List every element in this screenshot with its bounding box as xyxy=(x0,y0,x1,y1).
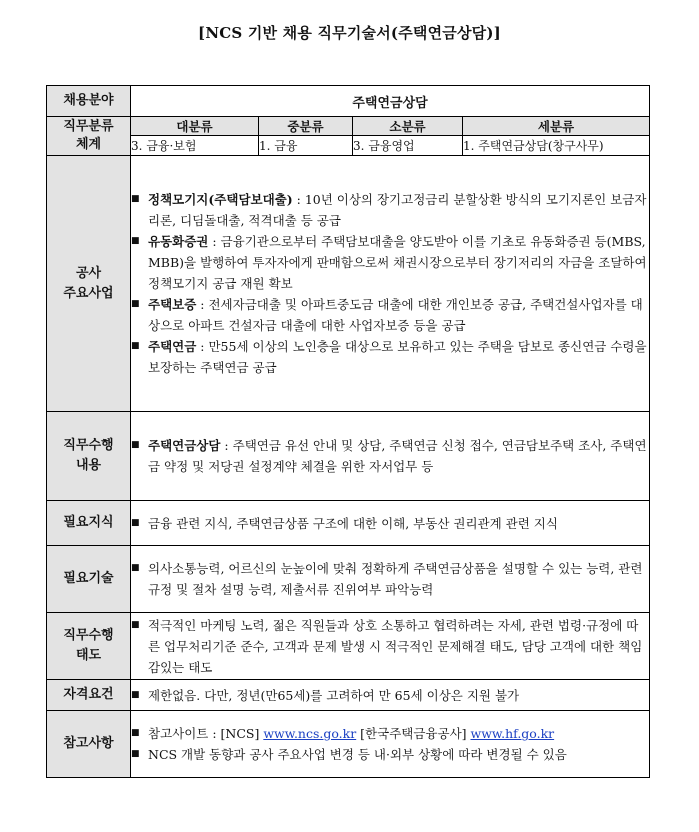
attitude-content xyxy=(131,613,650,680)
duties-label xyxy=(47,412,131,501)
attitude-item: ■ 적극적인 마케팅 노력, 젊은 직원들과 상호 소통하고 협력하려는 자세, 관련 법령·규정에 따른 업무처리기준 준수, 고객과 문제 발생 시 적극적인 문제해결 태도, 담당 고객에 대한 책임감있는 태도 xyxy=(131,615,649,678)
qualification-label: 자격요건 xyxy=(47,680,131,711)
row-field xyxy=(47,86,650,117)
row-references xyxy=(47,711,650,778)
business-label-line1: 공사 xyxy=(75,265,102,281)
header-middle: 중분류 xyxy=(259,117,353,136)
separator: : xyxy=(196,297,209,312)
references-label: 참고사항 xyxy=(47,711,131,778)
value-minor: 3. 금융영업 xyxy=(353,136,463,156)
business-item-text: 전세자금대출 및 아파트중도금 대출에 대한 개인보증 공급, 주택건설사업자를 대상으로 아파트 건설자금 대출에 대한 사업자보증 등을 공급 xyxy=(148,297,643,333)
row-attitude xyxy=(47,613,650,680)
knowledge-item: ■ 금융 관련 지식, 주택연금상품 구조에 대한 이해, 부동산 권리관계 관련 지식 xyxy=(131,513,649,534)
classification-label-line1: 직무분류 xyxy=(63,119,114,134)
business-item-text: 금융기관으로부터 주택담보대출을 양도받아 이를 기초로 유동화증권 등(MBS, MBB)을 발행하여 투자자에게 판매함으로써 채권시장으로부터 장기저리의 자금을 조달하여 정책모기지 공급 재원 확보 xyxy=(148,234,647,291)
skills-label: 필요기술 xyxy=(47,546,131,613)
duties-text: 주택연금 유선 안내 및 상담, 주택연금 신청 접수, 연금담보주택 조사, 주택연금 약정 및 저당권 설정계약 체결을 위한 자서업무 등 xyxy=(148,438,647,474)
field-label: 채용분야 xyxy=(47,86,131,117)
hf-prefix: [한국주택금융공사] xyxy=(356,726,471,741)
business-item xyxy=(131,336,649,378)
field-value: 주택연금상담 xyxy=(131,86,650,117)
business-item-key: 주택보증 xyxy=(148,297,197,312)
value-major: 3. 금융·보험 xyxy=(131,136,259,156)
skills-content xyxy=(131,546,650,613)
attitude-label xyxy=(47,613,131,680)
row-qualification xyxy=(47,680,650,711)
attitude-label-line2: 태도 xyxy=(75,648,102,663)
business-item xyxy=(131,294,649,336)
duties-content xyxy=(131,412,650,501)
business-item-key: 주택연금 xyxy=(148,339,197,354)
qualification-content xyxy=(131,680,650,711)
business-item xyxy=(131,189,649,231)
business-label xyxy=(47,156,131,412)
business-item-key: 유동화증권 xyxy=(148,234,209,249)
reference-sites-prefix: 참고사이트 : [NCS] xyxy=(148,726,264,741)
ncs-link[interactable]: www.ncs.go.kr xyxy=(263,726,357,741)
separator: : xyxy=(208,234,221,249)
row-business xyxy=(47,156,650,412)
duties-item xyxy=(131,435,649,477)
header-detail: 세분류 xyxy=(463,117,650,136)
references-content xyxy=(131,711,650,778)
knowledge-content xyxy=(131,501,650,546)
row-knowledge xyxy=(47,501,650,546)
duties-key: 주택연금상담 xyxy=(148,438,221,453)
business-content xyxy=(131,156,650,412)
row-classification-headers xyxy=(47,117,650,136)
row-skills xyxy=(47,546,650,613)
row-classification-values xyxy=(47,136,650,156)
separator: : xyxy=(292,192,305,207)
job-description-table xyxy=(46,85,650,778)
header-minor: 소분류 xyxy=(353,117,463,136)
reference-sites-item xyxy=(131,723,649,744)
business-item-text: 10년 이상의 장기고정금리 분할상환 방식의 모기지론인 보금자리론, 디딤돌대출, 적격대출 등 공급 xyxy=(148,192,647,228)
classification-label xyxy=(47,117,131,156)
attitude-label-line1: 직무수행 xyxy=(63,628,114,643)
document-title: [NCS 기반 채용 직무기술서(주택연금상담)] xyxy=(198,24,501,42)
business-item xyxy=(131,231,649,294)
business-item-key: 정책모기지(주택담보대출) xyxy=(148,192,293,207)
knowledge-label: 필요지식 xyxy=(47,501,131,546)
separator: : xyxy=(220,438,233,453)
classification-label-line2: 체계 xyxy=(75,137,102,152)
value-detail: 1. 주택연금상담(창구사무) xyxy=(463,136,650,156)
business-item-text: 만55세 이상의 노인층을 대상으로 보유하고 있는 주택을 담보로 종신연금 수령을 보장하는 주택연금 공급 xyxy=(148,339,647,375)
hf-link[interactable]: www.hf.go.kr xyxy=(470,726,555,741)
duties-label-line2: 내용 xyxy=(75,458,102,473)
business-label-line2: 주요사업 xyxy=(63,285,114,301)
qualification-item: ■ 제한없음. 다만, 정년(만65세)를 고려하여 만 65세 이상은 지원 불가 xyxy=(131,685,649,706)
row-duties xyxy=(47,412,650,501)
reference-note-item: ■ NCS 개발 동향과 공사 주요사업 변경 등 내·외부 상황에 따라 변경될 수 있음 xyxy=(131,744,649,765)
duties-label-line1: 직무수행 xyxy=(63,438,114,453)
header-major: 대분류 xyxy=(131,117,259,136)
separator: : xyxy=(196,339,209,354)
skills-item: ■ 의사소통능력, 어르신의 눈높이에 맞춰 정확하게 주택연금상품을 설명할 수 있는 능력, 관련 규정 및 절차 설명 능력, 제출서류 진위여부 파악능력 xyxy=(131,558,649,600)
value-middle: 1. 금융 xyxy=(259,136,353,156)
